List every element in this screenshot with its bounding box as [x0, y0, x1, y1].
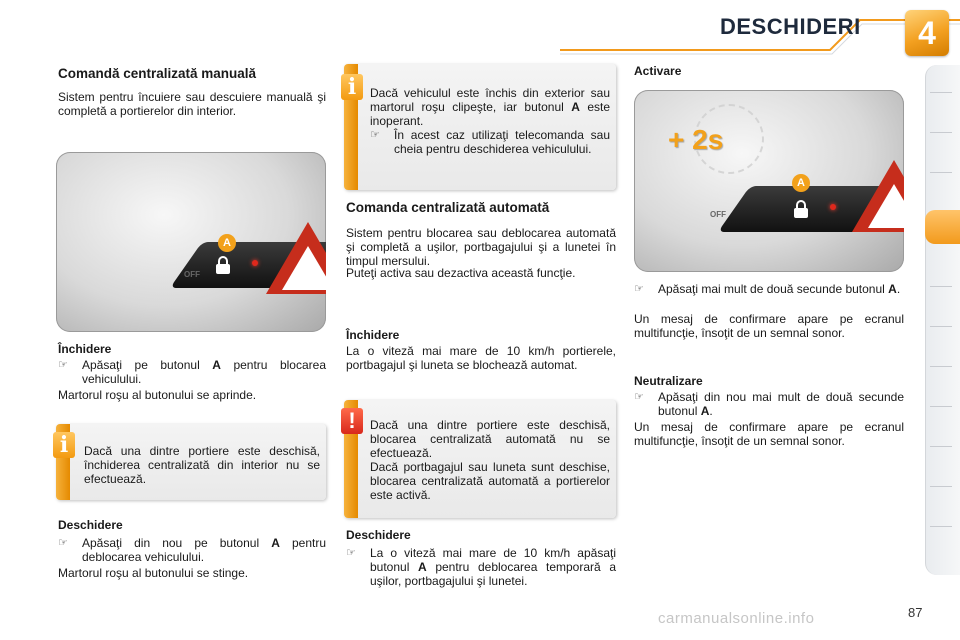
section-title-manual: Comandă centralizată manuală: [58, 66, 257, 81]
manual-intro: Sistem pentru încuiere sau descuiere manuală şi completă a portierelor din interior.: [58, 90, 326, 118]
manual-close-status: Martorul roşu al butonului se aprinde.: [58, 388, 257, 402]
activation-button-photo: [634, 90, 904, 272]
chapter-tab-divider: [930, 172, 952, 173]
hazard-triangle-inner: [868, 184, 904, 228]
hand-pointer-icon: ☞: [58, 537, 68, 549]
off-label: OFF: [710, 210, 726, 219]
button-led: [830, 204, 836, 210]
automatic-intro: Sistem pentru blocarea sau deblocarea automată şi completă a uşilor, portbagajului şi a lunetei în timpul mersului.: [346, 226, 616, 268]
page-number: 87: [908, 605, 923, 620]
activate-heading: Activare: [634, 64, 682, 78]
info-note-locked-text: Dacă vehiculul este închis din exterior sau martorul roşu clipeşte, iar butonul A este inoperant.: [370, 86, 610, 128]
activate-bullet: ☞ Apăsaţi mai mult de două secunde butonul A.: [634, 282, 901, 296]
section-title-automatic: Comanda centralizată automată: [346, 200, 550, 215]
chapter-tab-divider: [930, 406, 952, 407]
automatic-close-heading: Închidere: [346, 328, 400, 342]
page-title: DESCHIDERI: [720, 14, 861, 39]
chapter-tab-divider: [930, 286, 952, 287]
info-icon: i: [341, 74, 363, 100]
info-note-manual-text: Dacă una dintre portiere este deschisă, închiderea centralizată din interior nu se efectuează.: [84, 444, 320, 486]
manual-close-heading: Închidere: [58, 342, 112, 356]
hand-pointer-icon: ☞: [58, 359, 68, 371]
info-icon: i: [53, 432, 75, 458]
manual-open-heading: Deschidere: [58, 518, 123, 532]
automatic-open-heading: Deschidere: [346, 528, 411, 542]
chapter-tab-divider: [930, 326, 952, 327]
manual-open-bullet: ☞ Apăsaţi din nou pe butonul A pentru deblocarea vehiculului.: [58, 536, 327, 564]
activate-message: Un mesaj de confirmare apare pe ecranul multifuncţie, însoţit de un semnal sonor.: [634, 312, 904, 340]
automatic-open-bullet: ☞ La o viteză mai mare de 10 km/h apăsaţi butonul A pentru deblocarea temporară a uşilor, portbagajului şi lunetei.: [346, 546, 617, 588]
lock-icon: [794, 200, 808, 218]
hand-pointer-icon: ☞: [370, 129, 380, 141]
chapter-tab-rail: [925, 65, 960, 575]
button-a-label: A: [218, 234, 236, 252]
chapter-tab-divider: [930, 526, 952, 527]
neutral-bullet: ☞ Apăsaţi din nou mai mult de două secunde butonul A.: [634, 390, 904, 418]
hand-pointer-icon: ☞: [346, 547, 356, 559]
chapter-number-badge: 4: [905, 10, 949, 56]
watermark-text: carmanualsonline.info: [658, 610, 815, 627]
info-note-locked-bullet: ☞ În acest caz utilizaţi telecomanda sau cheia pentru deschiderea vehiculului.: [370, 128, 610, 156]
lock-icon: [216, 256, 230, 274]
manual-open-status: Martorul roşu al butonului se stinge.: [58, 566, 249, 580]
button-a-label: A: [792, 174, 810, 192]
dashboard-button-photo: [56, 152, 326, 332]
warning-icon: !: [341, 408, 363, 434]
hazard-triangle-inner: [282, 246, 326, 290]
automatic-toggle-text: Puteţi activa sau dezactiva această funcţie.: [346, 266, 576, 280]
hand-pointer-icon: ☞: [634, 391, 644, 403]
chapter-tab-divider: [930, 446, 952, 447]
hand-pointer-icon: ☞: [634, 283, 644, 295]
chapter-tab-divider: [930, 366, 952, 367]
chapter-tab-divider: [930, 132, 952, 133]
manual-close-bullet: ☞ Apăsaţi pe butonul A pentru blocarea vehiculului.: [58, 358, 326, 386]
neutral-message: Un mesaj de confirmare apare pe ecranul multifuncţie, însoţit de un semnal sonor.: [634, 420, 904, 448]
warning-note-text-1: Dacă una dintre portiere este deschisă, blocarea centralizată automată nu se efectuează.: [370, 418, 610, 460]
chapter-tab-active[interactable]: [925, 210, 960, 244]
button-led: [252, 260, 258, 266]
chapter-tab-divider: [930, 486, 952, 487]
chapter-tab-divider: [930, 92, 952, 93]
off-label: OFF: [184, 270, 200, 279]
neutral-heading: Neutralizare: [634, 374, 703, 388]
hold-duration-overlay: + 2s: [668, 124, 724, 155]
warning-note-text-2: Dacă portbagajul sau luneta sunt deschise, blocarea centralizată automată a portierelor este activă.: [370, 460, 610, 502]
automatic-close-text: La o viteză mai mare de 10 km/h portierele, portbagajul şi luneta se blochează automat.: [346, 344, 616, 372]
